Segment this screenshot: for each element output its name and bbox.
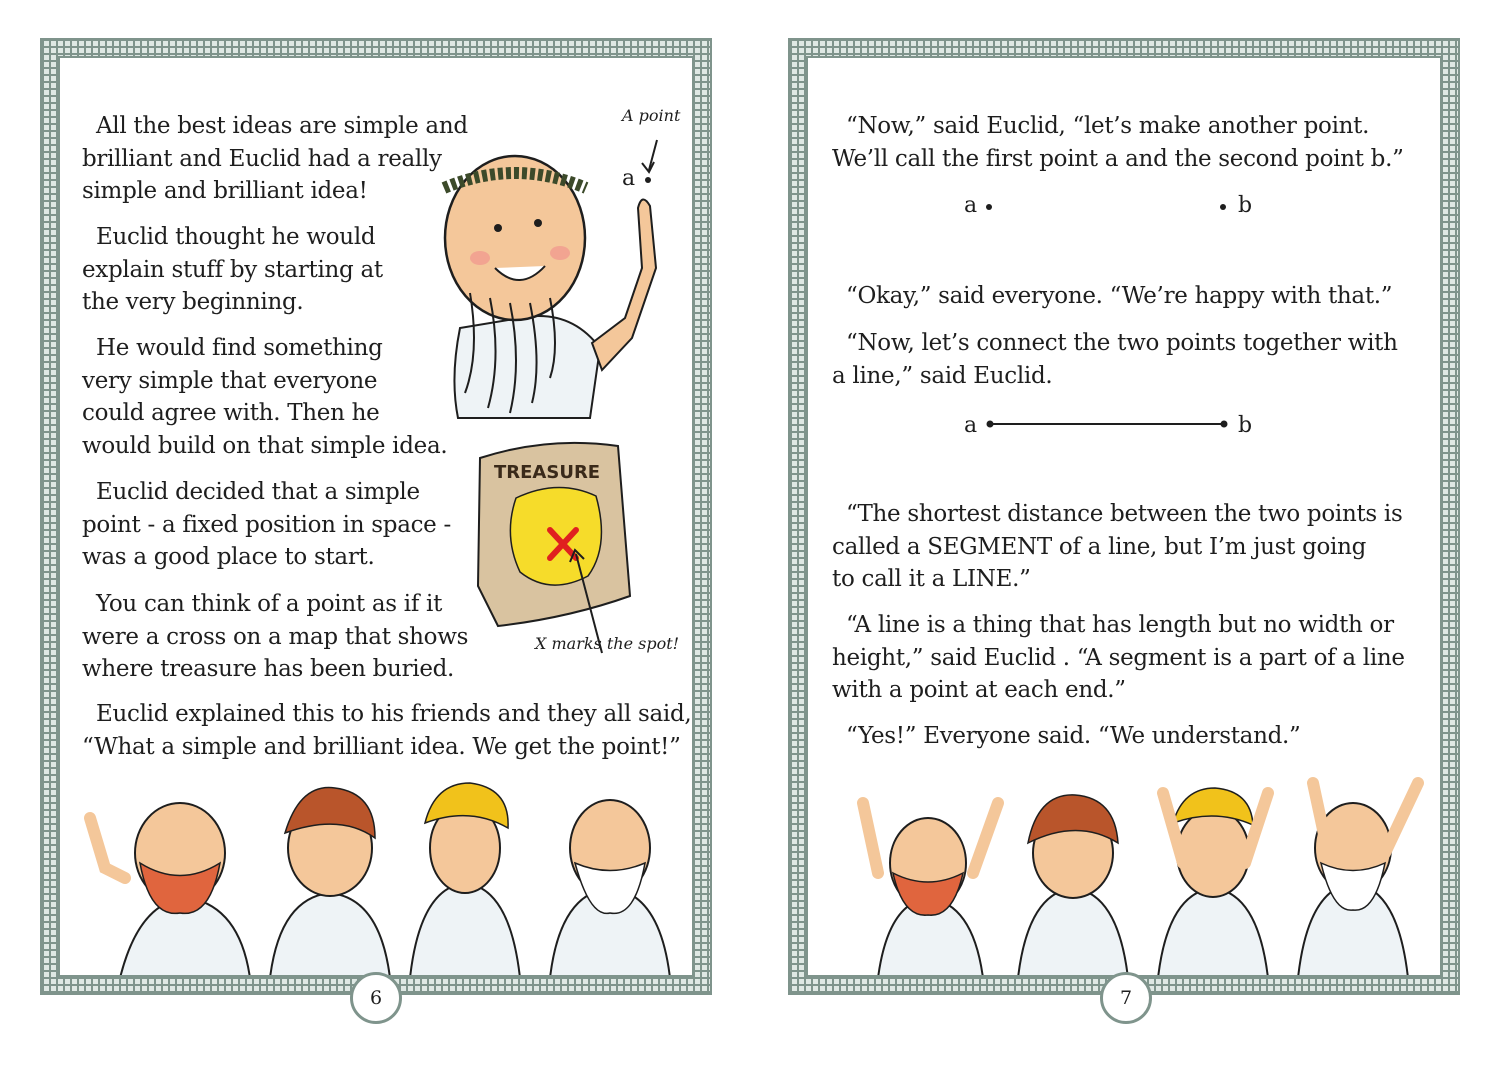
diagram-point-a-label: a	[964, 193, 978, 218]
paragraph-7: “Now,” said Euclid, “let’s make another point. We’ll call the first point a and the second point b.”	[832, 113, 1404, 172]
paragraph-4: Euclid decided that a simple point - a fixed position in space - was a good place to start.	[82, 479, 451, 570]
right-page-content	[806, 56, 1442, 977]
caption-x-marks: X marks the spot!	[535, 634, 680, 653]
segment-line	[984, 418, 1234, 430]
left-page	[40, 38, 712, 1009]
treasure-map-illustration	[468, 436, 638, 636]
paragraph-10: “The shortest distance between the two points is called a SEGMENT of a line, but I’m just going to call it a LINE.”	[832, 501, 1403, 592]
caption-a-point: A point	[622, 106, 681, 125]
map-title: TREASURE	[494, 462, 601, 483]
segment-a-label: a	[964, 413, 978, 438]
paragraph-1: All the best ideas are simple and brilliant and Euclid had a really simple and brilliant idea!	[82, 113, 468, 204]
paragraph-5: You can think of a point as if it were a cross on a map that shows where treasure has been buried.	[82, 591, 469, 682]
right-page	[788, 38, 1460, 1009]
diagram-point-b-label: b	[1238, 193, 1253, 218]
segment-b-label: b	[1238, 413, 1253, 438]
diagram-point-b	[1218, 202, 1228, 212]
paragraph-9: “Now, let’s connect the two points together with a line,” said Euclid.	[832, 330, 1398, 389]
paragraph-8: “Okay,” said everyone. “We’re happy with that.”	[846, 283, 1393, 309]
left-page-content	[58, 56, 694, 977]
point-a-label: a	[622, 166, 636, 191]
paragraph-11: “A line is a thing that has length but no width or height,” said Euclid . “A segment is a part of a line with a point at each end.”	[832, 612, 1405, 703]
friends-illustration-left	[80, 778, 690, 977]
diagram-point-a	[984, 202, 994, 212]
page-number-7: 7	[1100, 972, 1152, 1024]
paragraph-3: He would find something very simple that everyone could agree with. Then he would build on that simple idea.	[82, 335, 448, 459]
paragraph-12: “Yes!” Everyone said. “We understand.”	[846, 723, 1301, 749]
page-number-6: 6	[350, 972, 402, 1024]
paragraph-2: Euclid thought he would explain stuff by starting at the very beginning.	[82, 224, 383, 315]
paragraph-6: Euclid explained this to his friends and they all said, “What a simple and brilliant idea. We get the point!”	[82, 701, 692, 760]
euclid-illustration	[420, 118, 680, 418]
friends-illustration-right	[823, 763, 1442, 977]
